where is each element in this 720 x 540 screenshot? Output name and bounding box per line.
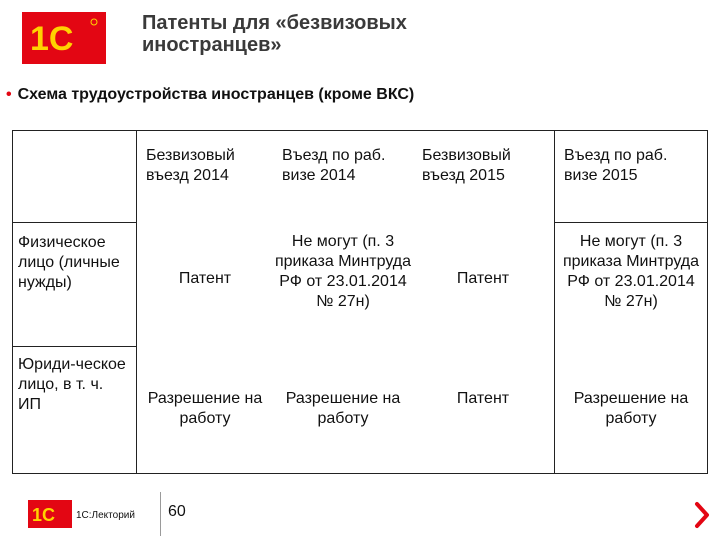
column-divider: [554, 130, 555, 474]
footer-label: 1С:Лекторий: [76, 510, 135, 521]
footer-divider: [160, 492, 161, 536]
bullet-icon: •: [6, 86, 12, 103]
table-cell: Патент: [456, 270, 510, 287]
row-divider: [12, 346, 136, 347]
column-header: Безвизовый въезд 2014: [146, 147, 235, 184]
logo-text: 1С: [30, 20, 74, 58]
table-cell: Патент: [456, 390, 510, 407]
table-cell: Разрешение на работу: [285, 390, 401, 427]
brand-logo: [22, 12, 106, 64]
column-header: Безвизовый въезд 2015: [422, 147, 511, 184]
table-cell: Не могут (п. 3 приказа Минтруда РФ от 23.01.2014 № 27н): [562, 233, 700, 310]
table-cell: Разрешение на работу: [147, 390, 263, 427]
table-cell: Не могут (п. 3 приказа Минтруда РФ от 23.01.2014 № 27н): [274, 233, 412, 310]
title-line-1: Патенты для «безвизовых: [142, 12, 407, 34]
column-divider: [136, 130, 137, 474]
row-label: Физическое лицо (личные нужды): [18, 234, 120, 291]
chevron-right-icon[interactable]: [692, 500, 712, 530]
row-divider: [12, 222, 136, 223]
column-header: Въезд по раб. визе 2014: [282, 147, 386, 184]
subtitle-text: Схема трудоустройства иностранцев (кроме ВКС): [17, 86, 415, 103]
footer-logo-text: 1С: [32, 505, 56, 525]
page-number: 60: [168, 503, 186, 520]
footer-logo: [28, 500, 72, 528]
table-cell: Разрешение на работу: [573, 390, 689, 427]
page-title: [142, 12, 562, 56]
title-line-2: иностранцев»: [142, 34, 282, 56]
row-divider: [554, 222, 708, 223]
slide-subtitle: [6, 86, 706, 104]
row-label: Юриди-ческое лицо, в т. ч. ИП: [18, 356, 126, 413]
table-cell: Патент: [178, 270, 232, 287]
column-header: Въезд по раб. визе 2015: [564, 147, 668, 184]
